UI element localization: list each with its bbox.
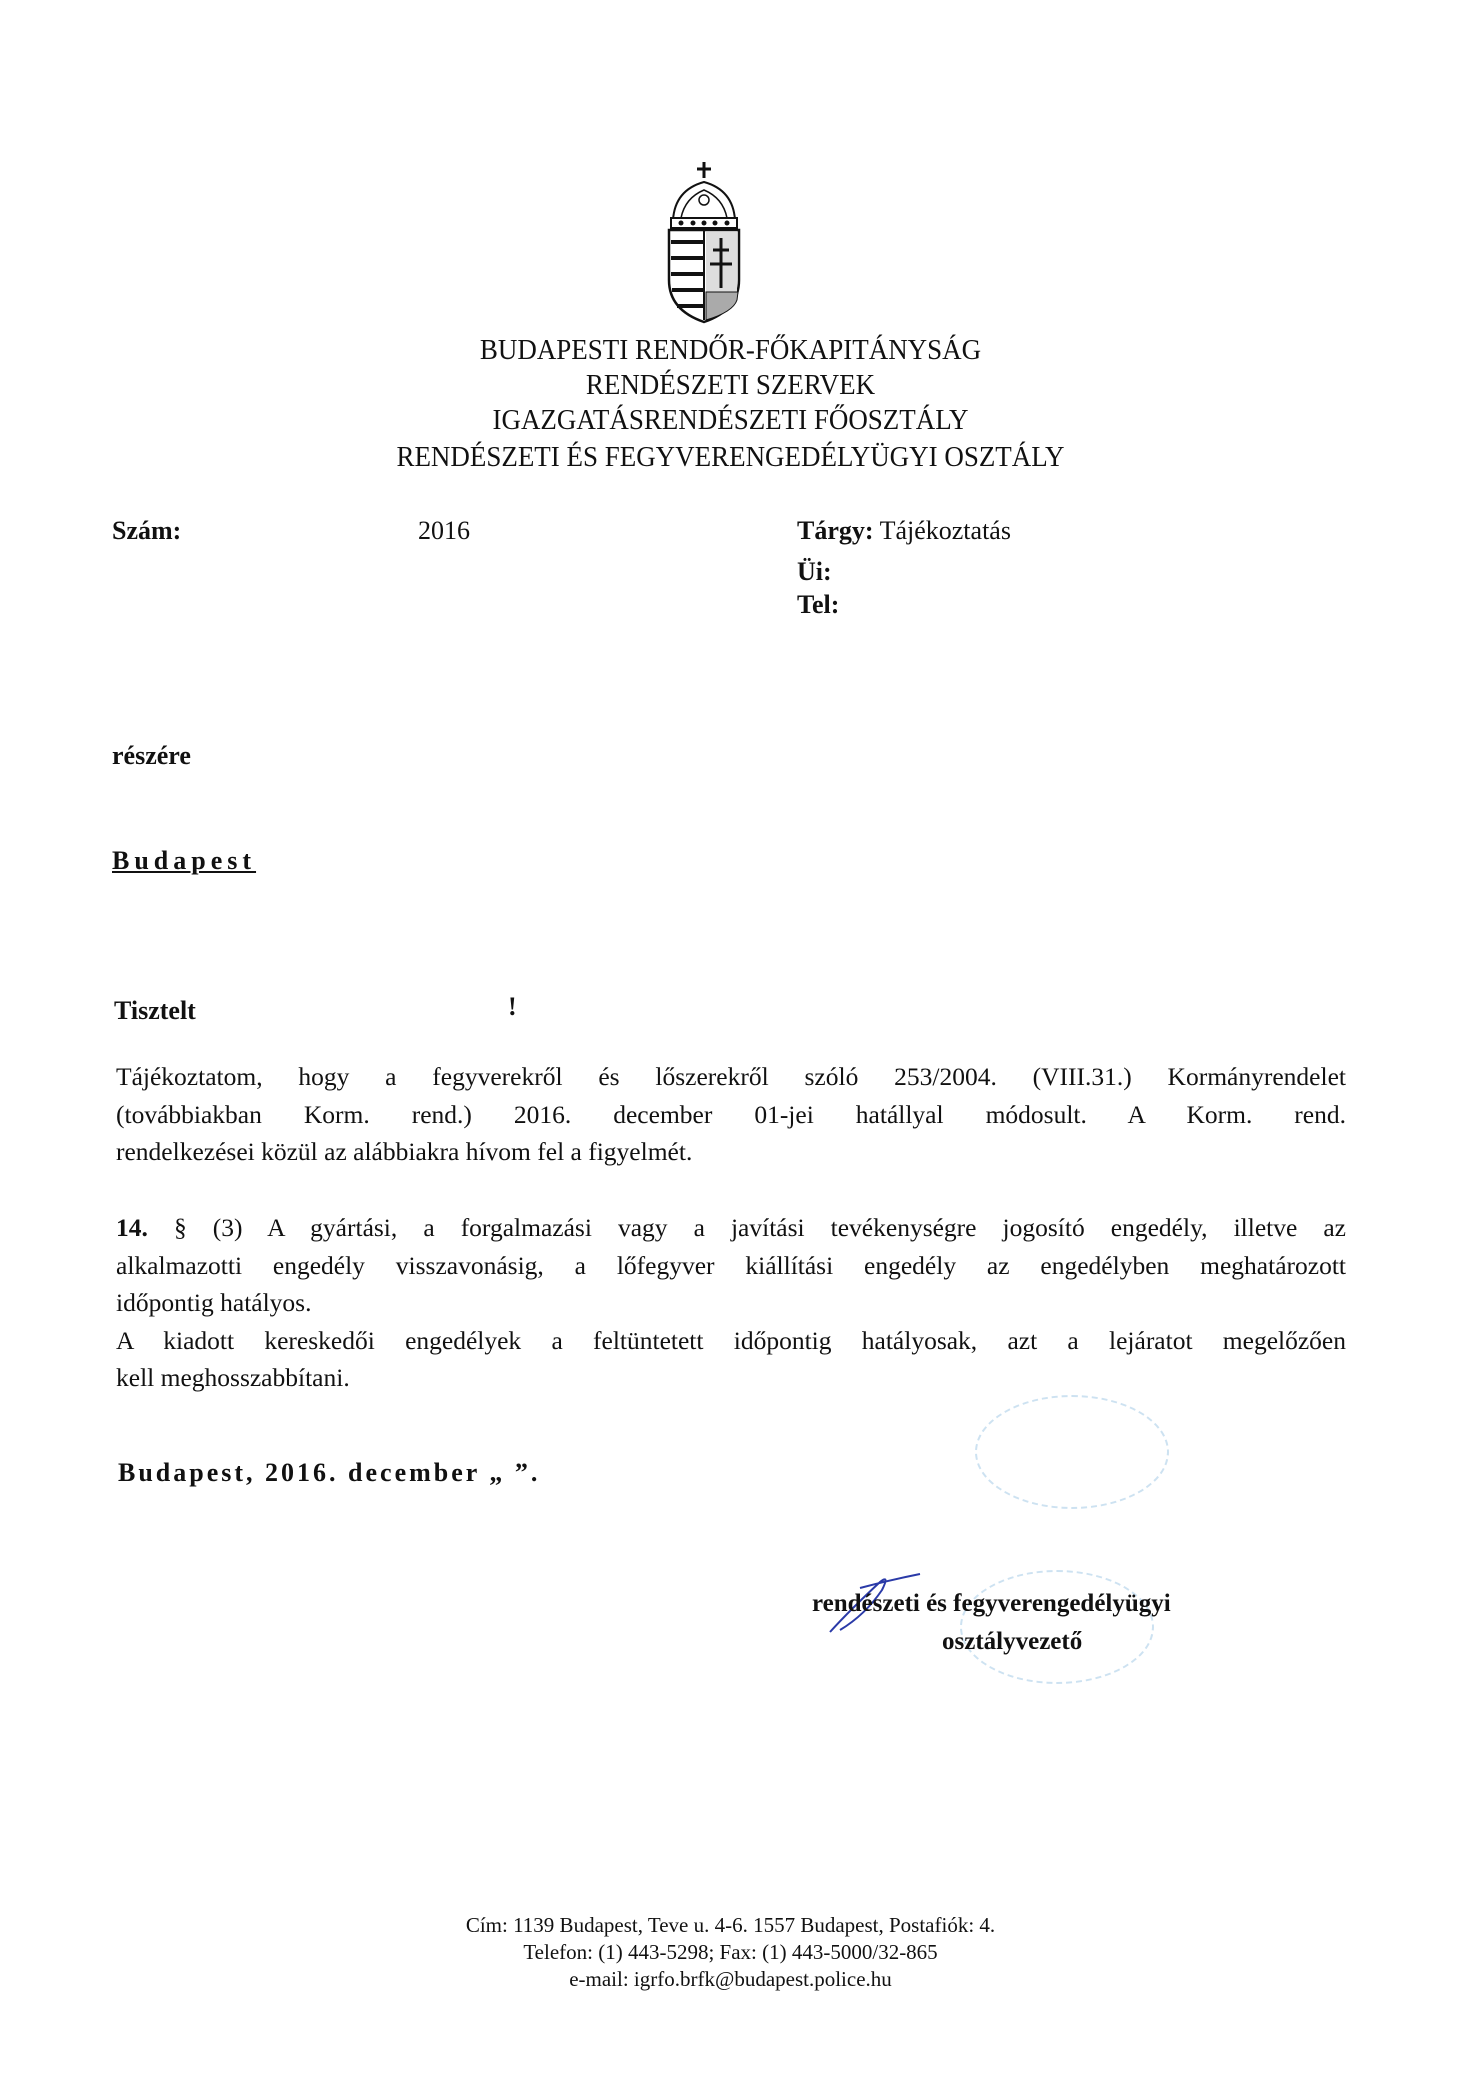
body-line: alkalmazotti engedély visszavonásig, a lőfegyver kiállítási engedély az engedélyben meghatározott [116, 1250, 1346, 1280]
body-line: Tájékoztatom, hogy a fegyverekről és lőszerekről szóló 253/2004. (VIII.31.) Kormányrendelet [116, 1062, 1346, 1091]
targy-label: Tárgy: [797, 516, 874, 545]
body-line [116, 1209, 1346, 1247]
body-line: (továbbiakban Korm. rend.) 2016. december 01-jei hatállyal módosult. A Korm. rend. [116, 1099, 1346, 1129]
szam-label: Szám: [112, 516, 182, 545]
salutation: Tisztelt [114, 996, 196, 1025]
footer-phone: Telefon: (1) 443-5298; Fax: (1) 443-5000/32-865 [523, 1940, 938, 1964]
header-line-4: RENDÉSZETI ÉS FEGYVERENGEDÉLYÜGYI OSZTÁLY [396, 441, 1065, 473]
ui-label: Üi: [797, 557, 832, 586]
body-line: A kiadott kereskedői engedélyek a feltüntetett időpontig hatályosak, azt a lejáratot megelőzően [116, 1325, 1346, 1355]
body-line-text: § (3) A gyártási, a forgalmazási vagy a javítási tevékenységre jogosító engedély, illetve az [173, 1213, 1346, 1242]
footer-email[interactable]: e-mail: igrfo.brfk@budapest.police.hu [569, 1967, 892, 1991]
signature-title-line-2: osztályvezető [942, 1628, 1083, 1655]
body-line: rendelkezései közül az alábbiakra hívom fel a figyelmét. [116, 1137, 693, 1166]
salutation-exclamation: ! [508, 992, 517, 1021]
szam-value: 2016 [418, 516, 470, 545]
date-line: Budapest, 2016. december „ ”. [118, 1458, 541, 1487]
body-paragraph-2 [116, 1209, 1346, 1397]
tel-label: Tel: [797, 590, 840, 619]
header-line-2: RENDÉSZETI SZERVEK [585, 369, 876, 401]
footer-address: Cím: 1139 Budapest, Teve u. 4-6. 1557 Budapest, Postafiók: 4. [465, 1913, 996, 1937]
header-line-1: BUDAPESTI RENDŐR-FŐKAPITÁNYSÁG [479, 334, 982, 366]
body-paragraph-1 [116, 1058, 1346, 1171]
hungarian-coat-of-arms-icon [663, 160, 745, 325]
body-line: kell meghosszabbítani. [116, 1363, 350, 1392]
targy-value: Tájékoztatás [879, 516, 1011, 545]
targy-row [797, 516, 1011, 546]
official-stamp-bottom [960, 1570, 1154, 1684]
reszere-label: részére [112, 741, 191, 770]
official-stamp-top [975, 1395, 1169, 1509]
section-number: 14. [116, 1213, 148, 1242]
signature-title-line-1: rendészeti és fegyverengedélyügyi [812, 1590, 1171, 1617]
body-line: időpontig hatályos. [116, 1288, 312, 1317]
addressee-city: Budapest [112, 846, 257, 875]
header-line-3: IGAZGATÁSRENDÉSZETI FŐOSZTÁLY [492, 404, 969, 436]
